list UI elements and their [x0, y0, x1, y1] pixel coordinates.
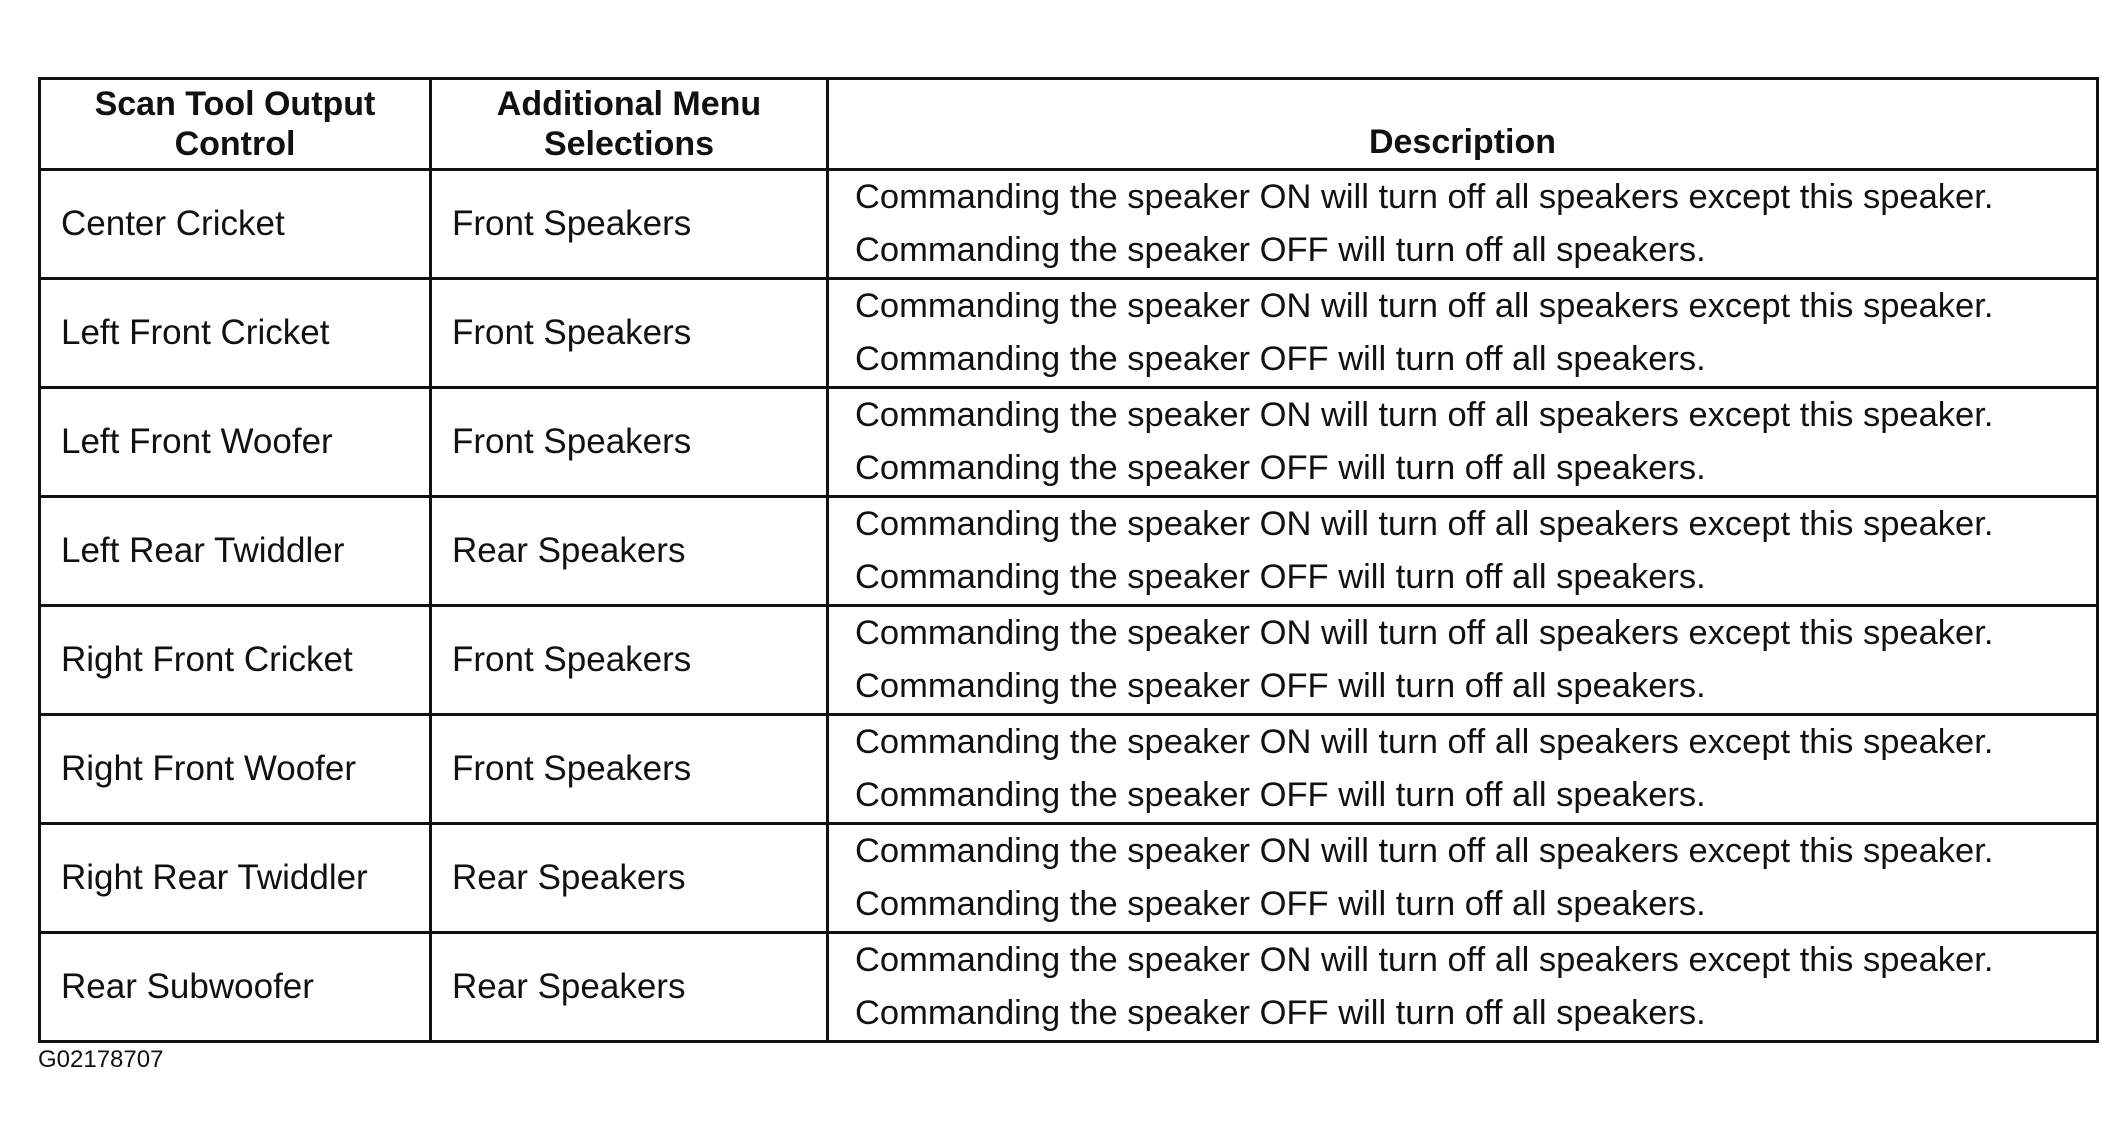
table-row: [40, 388, 2098, 497]
table-row: [40, 606, 2098, 715]
output-control-cell: Left Front Cricket: [40, 279, 431, 388]
menu-selection-cell: Front Speakers: [431, 715, 828, 824]
menu-selection-cell: Rear Speakers: [431, 497, 828, 606]
description-on-text: Commanding the speaker ON will turn off all speakers except this speaker.: [855, 396, 1994, 434]
header-output-control: Scan Tool Output Control: [40, 79, 431, 170]
description-on-text: Commanding the speaker ON will turn off all speakers except this speaker.: [855, 723, 1994, 761]
menu-selection-cell: Front Speakers: [431, 170, 828, 279]
output-control-cell: Center Cricket: [40, 170, 431, 279]
header-description: Description: [828, 79, 2098, 170]
description-off-text: Commanding the speaker OFF will turn off all speakers.: [855, 449, 1706, 487]
description-off-text: Commanding the speaker OFF will turn off all speakers.: [855, 994, 1706, 1032]
table-row: [40, 279, 2098, 388]
description-off-text: Commanding the speaker OFF will turn off all speakers.: [855, 667, 1706, 705]
output-control-cell: Right Front Cricket: [40, 606, 431, 715]
header-row: [40, 79, 2098, 170]
description-off-text: Commanding the speaker OFF will turn off all speakers.: [855, 885, 1706, 923]
table-row: [40, 497, 2098, 606]
menu-selection-cell: Rear Speakers: [431, 824, 828, 933]
table-row: [40, 933, 2098, 1042]
description-off-text: Commanding the speaker OFF will turn off all speakers.: [855, 340, 1706, 378]
menu-selection-cell: Front Speakers: [431, 279, 828, 388]
table-row: [40, 824, 2098, 933]
figure-id: G02178707: [38, 1046, 164, 1073]
description-on-text: Commanding the speaker ON will turn off all speakers except this speaker.: [855, 832, 1994, 870]
table-body: [40, 170, 2098, 1042]
table-row: [40, 170, 2098, 279]
menu-selection-cell: Front Speakers: [431, 388, 828, 497]
description-cell: [828, 933, 2098, 1042]
output-control-cell: Left Rear Twiddler: [40, 497, 431, 606]
description-on-text: Commanding the speaker ON will turn off all speakers except this speaker.: [855, 287, 1994, 325]
description-on-text: Commanding the speaker ON will turn off all speakers except this speaker.: [855, 614, 1994, 652]
table-header: [40, 79, 2098, 170]
description-on-text: Commanding the speaker ON will turn off all speakers except this speaker.: [855, 505, 1994, 543]
table-row: [40, 715, 2098, 824]
description-off-text: Commanding the speaker OFF will turn off all speakers.: [855, 776, 1706, 814]
menu-selection-cell: Rear Speakers: [431, 933, 828, 1042]
description-on-text: Commanding the speaker ON will turn off all speakers except this speaker.: [855, 941, 1994, 979]
description-cell: [828, 606, 2098, 715]
menu-selection-cell: Front Speakers: [431, 606, 828, 715]
speaker-output-control-table: [38, 77, 2099, 1043]
description-cell: [828, 824, 2098, 933]
description-off-text: Commanding the speaker OFF will turn off all speakers.: [855, 558, 1706, 596]
speaker-output-control-table-container: [38, 77, 2096, 1043]
description-cell: [828, 279, 2098, 388]
output-control-cell: Left Front Woofer: [40, 388, 431, 497]
description-off-text: Commanding the speaker OFF will turn off all speakers.: [855, 231, 1706, 269]
output-control-cell: Rear Subwoofer: [40, 933, 431, 1042]
output-control-cell: Right Front Woofer: [40, 715, 431, 824]
header-menu-selections: Additional Menu Selections: [431, 79, 828, 170]
description-on-text: Commanding the speaker ON will turn off all speakers except this speaker.: [855, 178, 1994, 216]
description-cell: [828, 497, 2098, 606]
description-cell: [828, 715, 2098, 824]
description-cell: [828, 170, 2098, 279]
output-control-cell: Right Rear Twiddler: [40, 824, 431, 933]
description-cell: [828, 388, 2098, 497]
